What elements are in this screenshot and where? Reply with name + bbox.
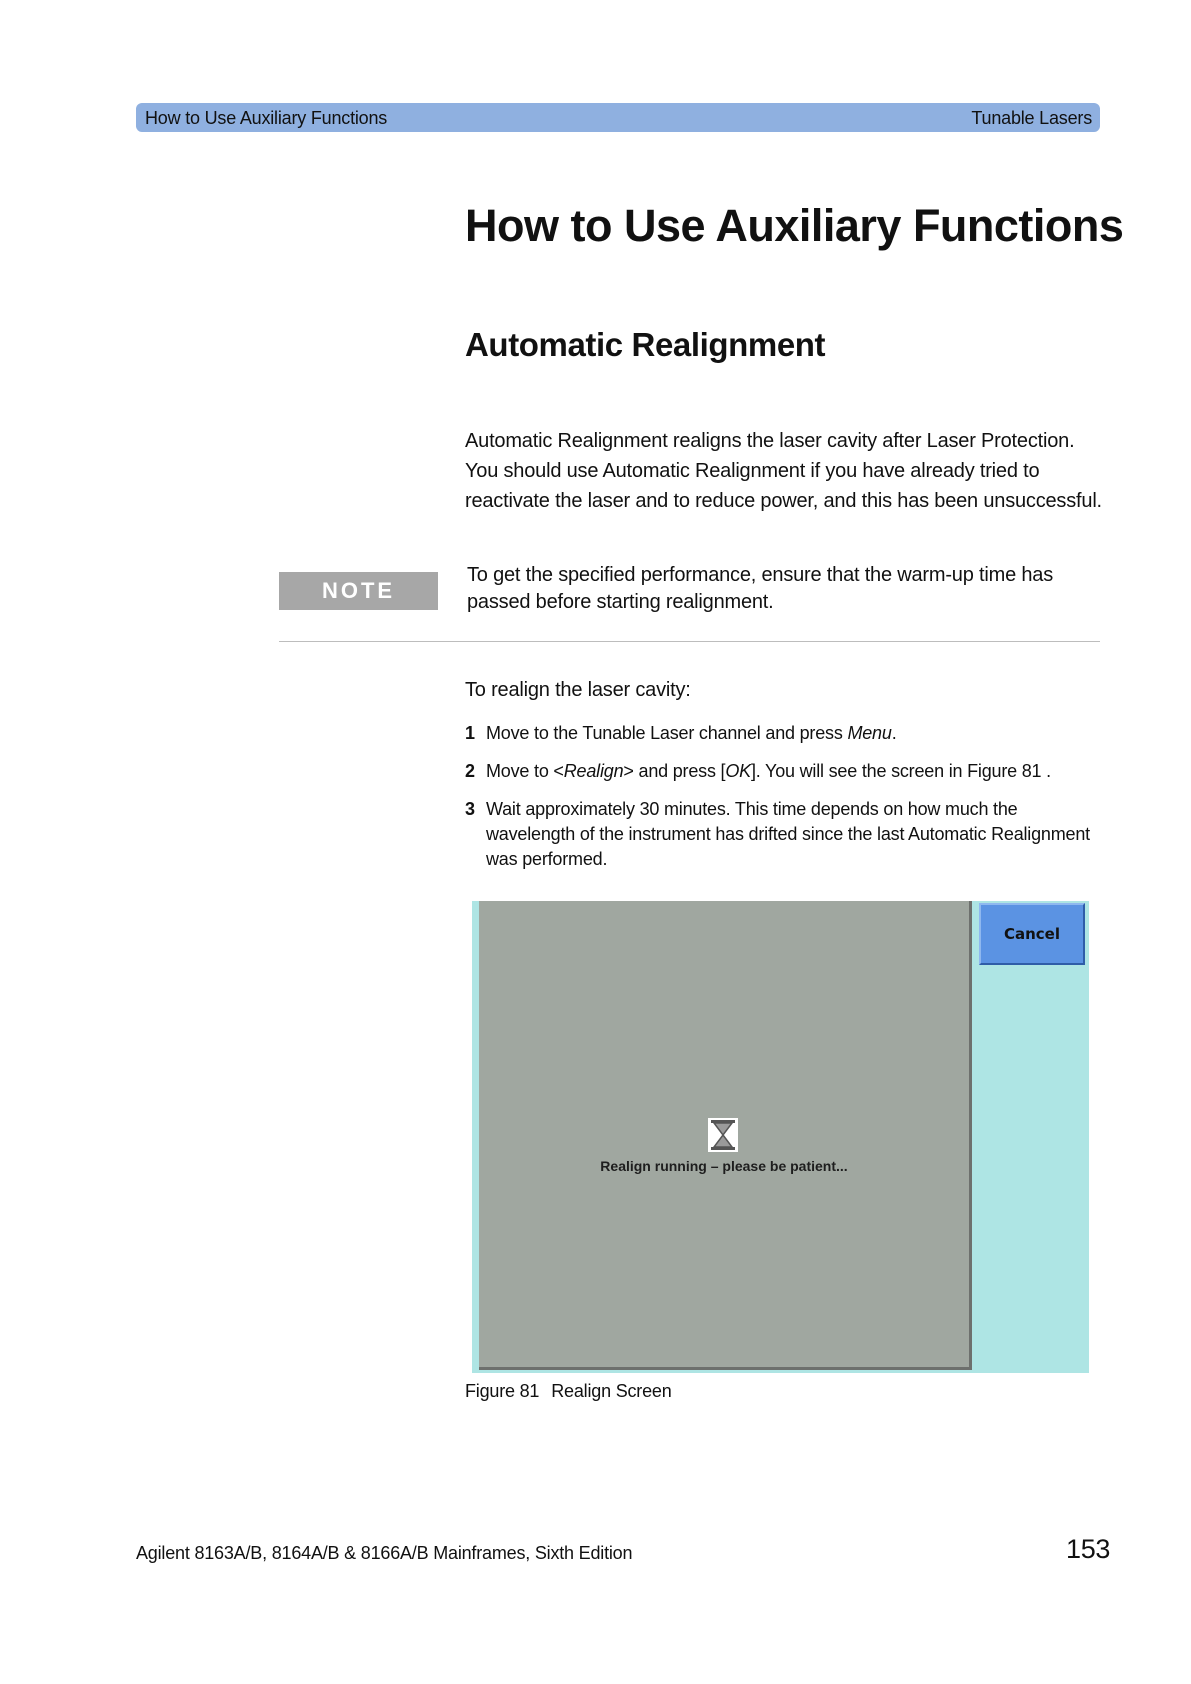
- note-label: NOTE: [279, 572, 438, 610]
- figure-caption: [465, 1381, 672, 1402]
- ok-key-label: OK: [725, 761, 751, 781]
- realign-status-text: Realign running – please be patient...: [600, 1158, 848, 1174]
- footer-document-title: Agilent 8163A/B, 8164A/B & 8166A/B Mainframes, Sixth Edition: [136, 1543, 633, 1563]
- cancel-button[interactable]: Cancel: [979, 903, 1085, 965]
- divider: [279, 641, 1100, 642]
- figure-caption-text: Realign Screen: [551, 1381, 672, 1401]
- step-text: Wait approximately 30 minutes. This time depends on how much the wavelength of the instrument has drifted since the last Automatic Realignment was performed.: [486, 799, 1090, 869]
- menu-key-label: Menu: [847, 723, 892, 743]
- step-item: [465, 721, 1105, 746]
- step-item: [465, 759, 1105, 784]
- note-text: To get the specified performance, ensure that the warm-up time has passed before starting realignment.: [467, 564, 1053, 613]
- hourglass-icon: [707, 1117, 739, 1153]
- page-title: How to Use Auxiliary Functions: [465, 200, 1124, 251]
- step-text: Move to <Realign> and press [OK]. You will see the screen in Figure 81 .: [486, 761, 1051, 781]
- realign-screen-figure: [472, 901, 1089, 1373]
- figure-number: Figure 81: [465, 1381, 540, 1401]
- procedure-lead: To realign the laser cavity:: [465, 679, 691, 701]
- step-number: 3: [465, 799, 475, 819]
- procedure-steps: [465, 721, 1105, 885]
- intro-paragraph: Automatic Realignment realigns the laser cavity after Laser Protection. You should use Automatic Realignment if you have already tried to reactivate the laser and to reduce power, and this has been unsuccessful.: [465, 430, 1102, 512]
- header-section-title: How to Use Auxiliary Functions: [145, 108, 388, 128]
- page-number: 153: [1066, 1534, 1111, 1564]
- running-header: [136, 103, 1100, 132]
- realign-status-panel: [479, 901, 972, 1370]
- step-number: 2: [465, 761, 475, 781]
- step-item: [465, 797, 1105, 872]
- header-chapter-title: Tunable Lasers: [971, 108, 1092, 128]
- realign-softkey-label: Realign: [563, 761, 624, 781]
- section-title: Automatic Realignment: [465, 326, 826, 363]
- step-text: Move to the Tunable Laser channel and press Menu.: [486, 723, 897, 743]
- step-number: 1: [465, 723, 475, 743]
